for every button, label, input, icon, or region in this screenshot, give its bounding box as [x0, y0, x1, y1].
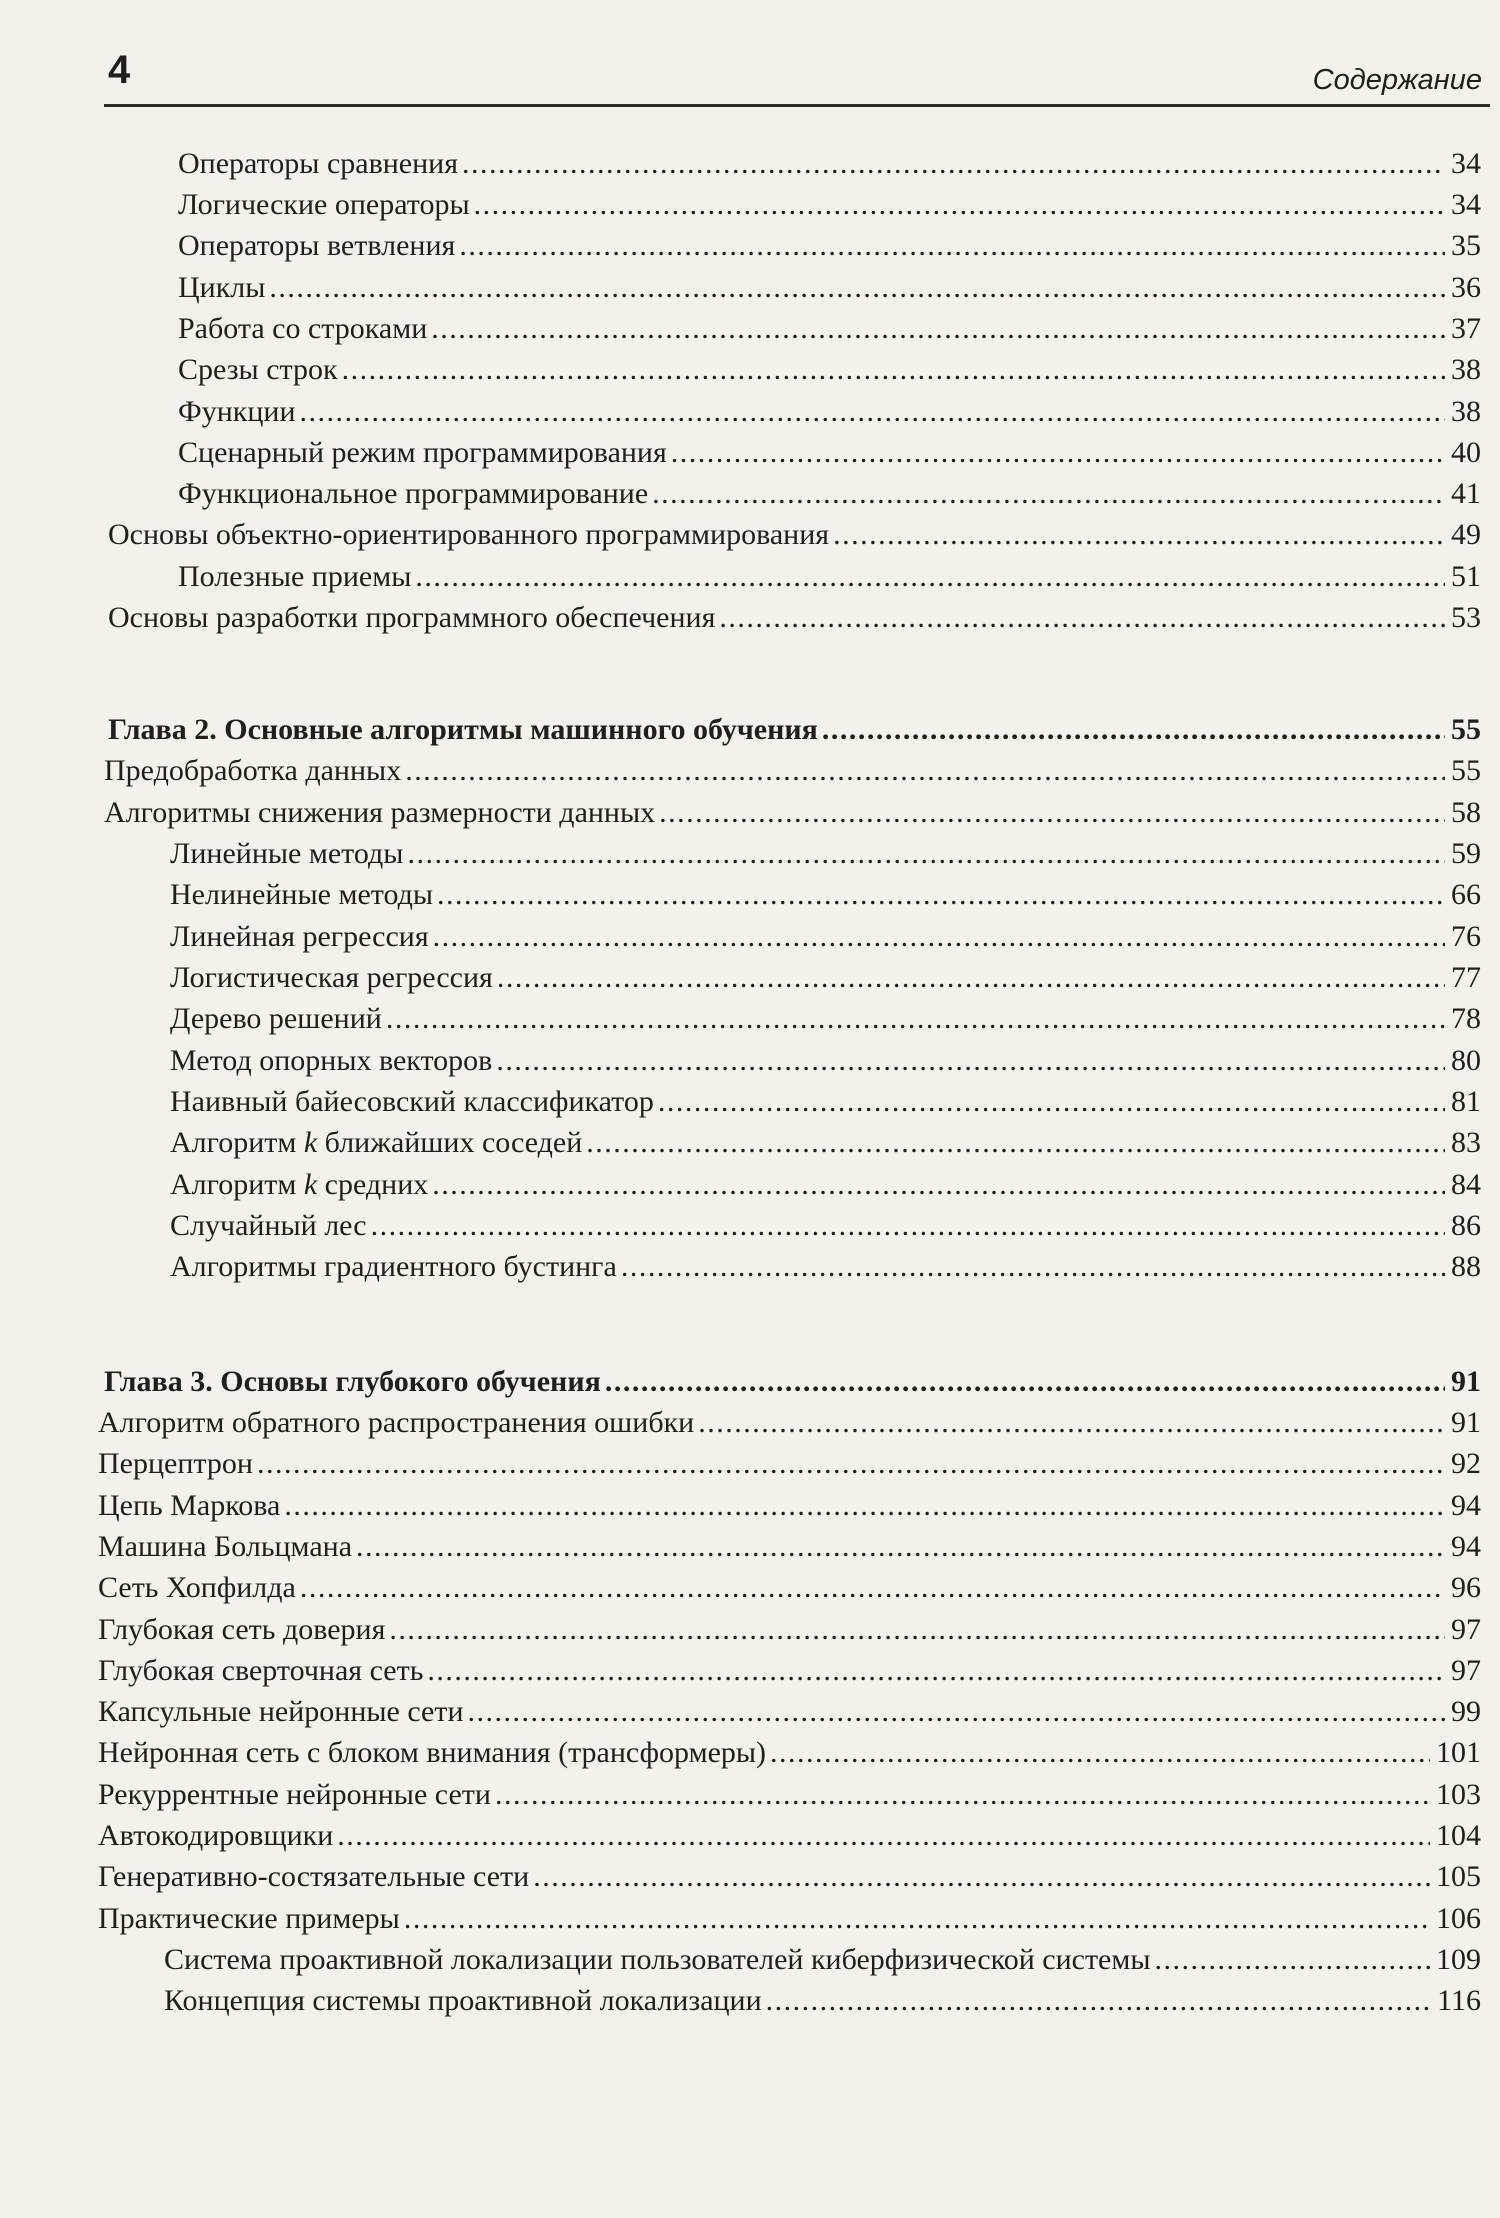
toc-entry: [178, 187, 1481, 223]
toc-entry: [98, 1488, 1481, 1524]
toc-entry-title: Глава 2. Основные алгоритмы машинного обучения: [108, 713, 818, 746]
toc-entry-page: 91: [1451, 1365, 1481, 1398]
toc-entry-page: 76: [1451, 920, 1481, 953]
toc-entry-page: 78: [1451, 1002, 1481, 1035]
toc-entry: [98, 1653, 1481, 1689]
toc-entry: [108, 517, 1481, 553]
dot-leader: [605, 1364, 1445, 1400]
dot-leader: [427, 1653, 1445, 1689]
toc-entry-page: 51: [1451, 560, 1481, 593]
toc-entry-title: Операторы сравнения: [178, 147, 459, 180]
dot-leader: [468, 1694, 1445, 1730]
toc-entry-title: Машина Больцмана: [98, 1530, 353, 1563]
dot-leader: [404, 1901, 1430, 1937]
dot-leader: [371, 1208, 1445, 1244]
dot-leader: [437, 877, 1445, 913]
toc-entry: [170, 960, 1481, 996]
toc-entry-title: Дерево решений: [170, 1002, 382, 1035]
toc-entry-page: 101: [1436, 1736, 1481, 1769]
toc-entry-page: 86: [1451, 1209, 1481, 1242]
running-header-title: Содержание: [1312, 64, 1482, 96]
toc-entry: [178, 435, 1481, 471]
toc-entry: [164, 1942, 1481, 1978]
toc-entry-page: 91: [1451, 1406, 1481, 1439]
dot-leader: [533, 1859, 1430, 1895]
toc-entry-page: 38: [1451, 395, 1481, 428]
toc-entry-page: 104: [1436, 1819, 1481, 1852]
toc-entry-title: Случайный лес: [170, 1209, 367, 1242]
toc-entry: [98, 1529, 1481, 1565]
toc-entry-title: Сценарный режим программирования: [178, 436, 667, 469]
dot-leader: [432, 1167, 1445, 1203]
toc-entry: [98, 1570, 1481, 1606]
toc-entry-title: Концепция системы проактивной локализации: [164, 1984, 762, 2017]
toc-entry: [98, 1859, 1481, 1895]
toc-entry-page: 97: [1451, 1613, 1481, 1646]
toc-entry-title: Функции: [178, 395, 296, 428]
dot-leader: [342, 352, 1445, 388]
dot-leader: [495, 1777, 1430, 1813]
toc-entry-title: Линейные методы: [170, 837, 404, 870]
toc-entry-page: 37: [1451, 312, 1481, 345]
toc-entry-title: Срезы строк: [178, 353, 338, 386]
toc-entry-title: Автокодировщики: [98, 1819, 334, 1852]
toc-entry: [170, 1249, 1481, 1285]
toc-entry-title: Функциональное программирование: [178, 477, 649, 510]
toc-entry-title: Основы разработки программного обеспечения: [108, 601, 716, 634]
toc-entry-page: 66: [1451, 878, 1481, 911]
dot-leader: [766, 1983, 1431, 2019]
toc-entry: [170, 877, 1481, 913]
toc-entry-title: Операторы ветвления: [178, 229, 456, 262]
toc-entry-page: 94: [1451, 1489, 1481, 1522]
toc-entry-page: 77: [1451, 961, 1481, 994]
toc-entry-page: 55: [1451, 754, 1481, 787]
toc-entry-title: Алгоритмы градиентного бустинга: [170, 1250, 617, 1283]
toc-entry-page: 103: [1436, 1778, 1481, 1811]
dot-leader: [719, 600, 1445, 636]
toc-entry: [104, 753, 1481, 789]
toc-entry-page: 55: [1451, 713, 1481, 746]
toc-entry-title: Глава 3. Основы глубокого обучения: [104, 1365, 601, 1398]
toc-entry-title: Наивный байесовский классификатор: [170, 1085, 654, 1118]
toc-entry-page: 83: [1451, 1126, 1481, 1159]
dot-leader: [671, 435, 1445, 471]
toc-entry-page: 81: [1451, 1085, 1481, 1118]
toc-entry-page: 59: [1451, 837, 1481, 870]
toc-entry: [170, 1043, 1481, 1079]
toc-entry: [98, 1901, 1481, 1937]
toc-entry-page: 49: [1451, 518, 1481, 551]
toc-entry: [170, 1208, 1481, 1244]
toc-entry-page: 94: [1451, 1530, 1481, 1563]
dot-leader: [459, 228, 1445, 264]
dot-leader: [822, 712, 1445, 748]
dot-leader: [433, 919, 1445, 955]
dot-leader: [356, 1529, 1445, 1565]
toc-entry: [164, 1983, 1481, 2019]
toc-entry-title: Практические примеры: [98, 1902, 400, 1935]
dot-leader: [833, 517, 1445, 553]
dot-leader: [405, 753, 1445, 789]
dot-leader: [1155, 1942, 1430, 1978]
toc-entry: [170, 1084, 1481, 1120]
dot-leader: [621, 1249, 1445, 1285]
toc-entry-page: 58: [1451, 796, 1481, 829]
toc-entry-title: Алгоритм обратного распространения ошибки: [98, 1406, 695, 1439]
dot-leader: [474, 187, 1445, 223]
dot-leader: [415, 559, 1445, 595]
toc-entry-page: 99: [1451, 1695, 1481, 1728]
dot-leader: [284, 1488, 1445, 1524]
toc-entry-title: Генеративно-состязательные сети: [98, 1860, 530, 1893]
toc-entry: [178, 311, 1481, 347]
toc-entry: [178, 228, 1481, 264]
toc-entry: [170, 1001, 1481, 1037]
dot-leader: [770, 1735, 1430, 1771]
toc-entry-title: Сеть Хопфилда: [98, 1571, 296, 1604]
toc-entry: [170, 836, 1481, 872]
toc-entry-title: Нелинейные методы: [170, 878, 434, 911]
dot-leader: [300, 394, 1446, 430]
dot-leader: [658, 1084, 1445, 1120]
dot-leader: [462, 146, 1445, 182]
toc-entry-page: 105: [1436, 1860, 1481, 1893]
toc-entry-title: Цепь Маркова: [98, 1489, 281, 1522]
toc-entry: [98, 1735, 1481, 1771]
toc-entry-title: Перцептрон: [98, 1447, 253, 1480]
toc-entry-page: 96: [1451, 1571, 1481, 1604]
dot-leader: [407, 836, 1445, 872]
toc-entry: [178, 394, 1481, 430]
toc-entry: [98, 1818, 1481, 1854]
toc-chapter-entry: [104, 1364, 1481, 1400]
toc-entry: [98, 1446, 1481, 1482]
page-number: 4: [108, 48, 131, 92]
toc-entry: [170, 1125, 1481, 1161]
toc-entry-title: Глубокая сверточная сеть: [98, 1654, 424, 1687]
toc-entry-page: 41: [1451, 477, 1481, 510]
toc-entry: [178, 476, 1481, 512]
toc-entry-page: 106: [1436, 1902, 1481, 1935]
dot-leader: [659, 795, 1445, 831]
dot-leader: [386, 1001, 1445, 1037]
toc-entry-page: 36: [1451, 271, 1481, 304]
dot-leader: [431, 311, 1445, 347]
toc-entry: [98, 1694, 1481, 1730]
dot-leader: [337, 1818, 1430, 1854]
toc-entry-title: Логистическая регрессия: [170, 961, 493, 994]
toc-entry-page: 34: [1451, 147, 1481, 180]
toc-entry-page: 88: [1451, 1250, 1481, 1283]
toc-entry: [98, 1405, 1481, 1441]
toc-entry-title: Предобработка данных: [104, 754, 402, 787]
dot-leader: [652, 476, 1445, 512]
toc-entry-page: 109: [1436, 1943, 1481, 1976]
toc-entry-title: Глубокая сеть доверия: [98, 1613, 386, 1646]
toc-entry-title: Работа со строками: [178, 312, 428, 345]
toc-chapter-entry: [108, 712, 1481, 748]
dot-leader: [257, 1446, 1445, 1482]
toc-entry: [170, 1167, 1481, 1203]
toc-entry-title: Основы объектно-ориентированного программирования: [108, 518, 830, 551]
toc-entry-title: Полезные приемы: [178, 560, 412, 593]
toc-entry-title: Логические операторы: [178, 188, 470, 221]
toc-entry-title: Алгоритмы снижения размерности данных: [104, 796, 656, 829]
dot-leader: [586, 1125, 1445, 1161]
toc-entry-page: 80: [1451, 1044, 1481, 1077]
dot-leader: [269, 270, 1445, 306]
toc-entry-page: 97: [1451, 1654, 1481, 1687]
toc-entry: [170, 919, 1481, 955]
dot-leader: [496, 1043, 1445, 1079]
toc-entry: [178, 270, 1481, 306]
toc-entry-page: 38: [1451, 353, 1481, 386]
toc-entry: [98, 1612, 1481, 1648]
toc-entry: [178, 559, 1481, 595]
dot-leader: [497, 960, 1445, 996]
toc-entry-title: Нейронная сеть с блоком внимания (трансформеры): [98, 1736, 767, 1769]
toc-entry-title: Капсульные нейронные сети: [98, 1695, 464, 1728]
toc-entry-title: Система проактивной локализации пользователей киберфизической системы: [164, 1943, 1151, 1976]
dot-leader: [300, 1570, 1445, 1606]
toc-entry-title: Алгоритм k средних: [170, 1168, 429, 1201]
toc-entry-title: Циклы: [178, 271, 266, 304]
dot-leader: [698, 1405, 1445, 1441]
toc-entry-page: 116: [1437, 1984, 1481, 2017]
toc-entry: [178, 352, 1481, 388]
toc-entry-page: 53: [1451, 601, 1481, 634]
toc-entry: [108, 600, 1481, 636]
toc-entry: [104, 795, 1481, 831]
dot-leader: [389, 1612, 1445, 1648]
toc-entry: [98, 1777, 1481, 1813]
toc-entry-page: 34: [1451, 188, 1481, 221]
toc-entry-title: Метод опорных векторов: [170, 1044, 493, 1077]
toc-entry-title: Рекуррентные нейронные сети: [98, 1778, 491, 1811]
toc-entry-page: 40: [1451, 436, 1481, 469]
toc-entry-title: Линейная регрессия: [170, 920, 429, 953]
toc-entry: [178, 146, 1481, 182]
toc-entry-page: 84: [1451, 1168, 1481, 1201]
toc-entry-title: Алгоритм k ближайших соседей: [170, 1126, 583, 1159]
toc-entry-page: 92: [1451, 1447, 1481, 1480]
toc-entry-page: 35: [1451, 229, 1481, 262]
